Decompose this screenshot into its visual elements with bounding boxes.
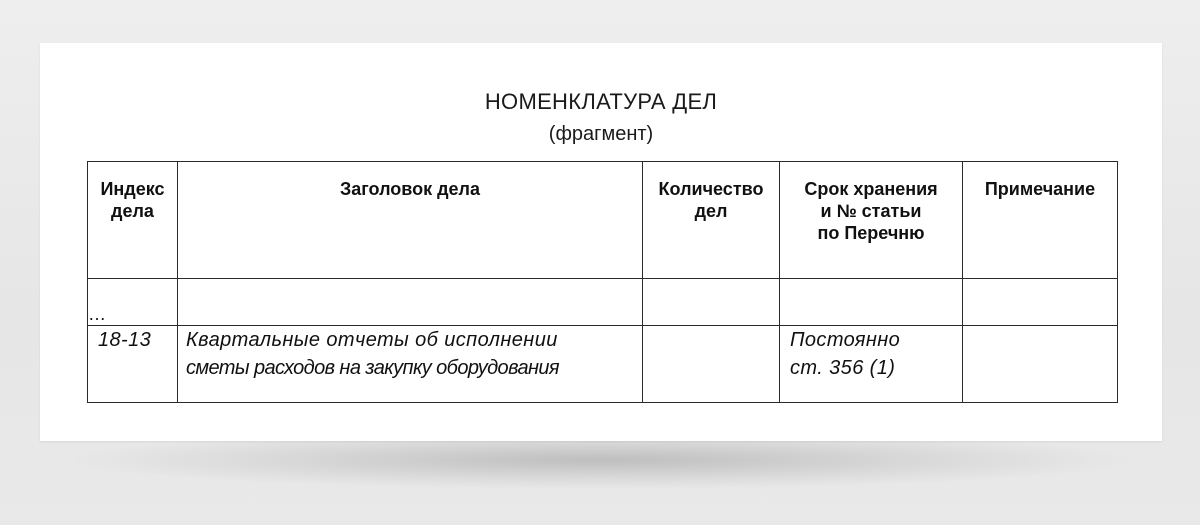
cell-term-line-2: ст. 356 (1) (790, 357, 896, 379)
cell-title (178, 279, 643, 326)
document-subtitle: (фрагмент) (548, 123, 654, 145)
header-note-line-1: Примечание (984, 179, 1096, 199)
cell-note (963, 279, 1118, 326)
header-title (178, 162, 643, 279)
table-row (88, 326, 1118, 403)
cell-title (178, 326, 643, 403)
header-index-line-2: дела (111, 201, 154, 221)
document-title: НОМЕНКЛАТУРА ДЕЛ (484, 89, 718, 114)
header-index-line-1: Индекс (100, 179, 165, 199)
header-title-line-1: Заголовок дела (339, 179, 480, 199)
nomenclature-table (87, 161, 1118, 403)
header-term-line-3: по Перечню (817, 223, 925, 243)
header-term-line-2: и № статьи (820, 201, 922, 221)
header-index (88, 162, 178, 279)
cell-note (963, 326, 1118, 403)
cell-index: 18-13 (88, 326, 178, 403)
document-sheet (40, 43, 1162, 441)
table-header-row (88, 162, 1118, 279)
cell-title-line-1: Квартальные отчеты об исполнении (186, 329, 558, 351)
cell-term (780, 279, 963, 326)
cell-term-line-1: Постоянно (790, 329, 901, 351)
cell-index: … (88, 279, 178, 326)
header-term (780, 162, 963, 279)
header-count (643, 162, 780, 279)
header-term-line-1: Срок хранения (804, 179, 938, 199)
header-count-line-2: дел (694, 201, 728, 221)
table-row (88, 279, 1118, 326)
cell-count (643, 326, 780, 403)
header-note (963, 162, 1118, 279)
cell-title-line-2: сметы расходов на закупку оборудования (186, 357, 560, 379)
cell-term (780, 326, 963, 403)
cell-count (643, 279, 780, 326)
header-count-line-1: Количество (658, 179, 764, 199)
